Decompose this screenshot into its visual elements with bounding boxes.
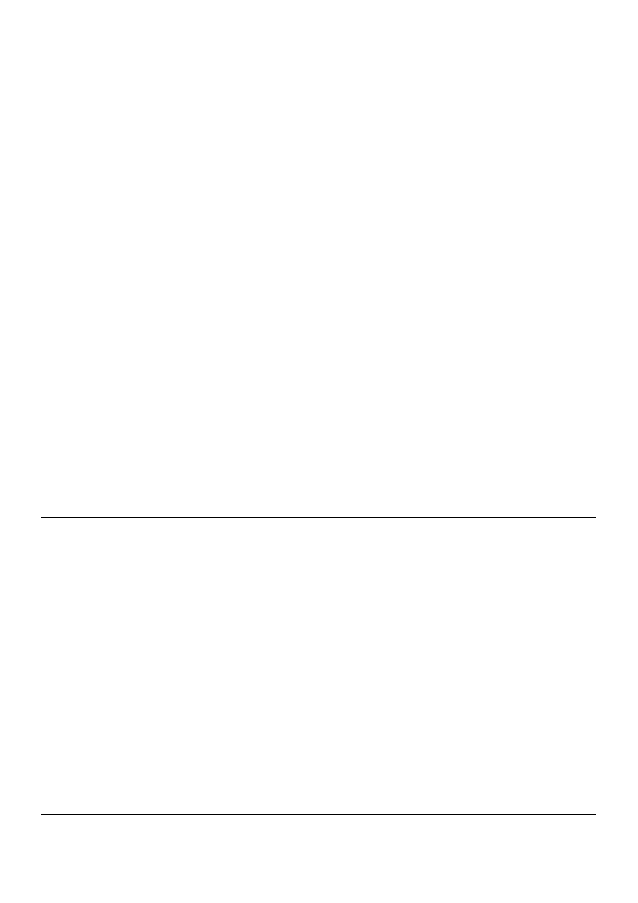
table-a6-top-rule bbox=[41, 517, 596, 518]
table-a6-bottom-rule bbox=[41, 814, 596, 815]
